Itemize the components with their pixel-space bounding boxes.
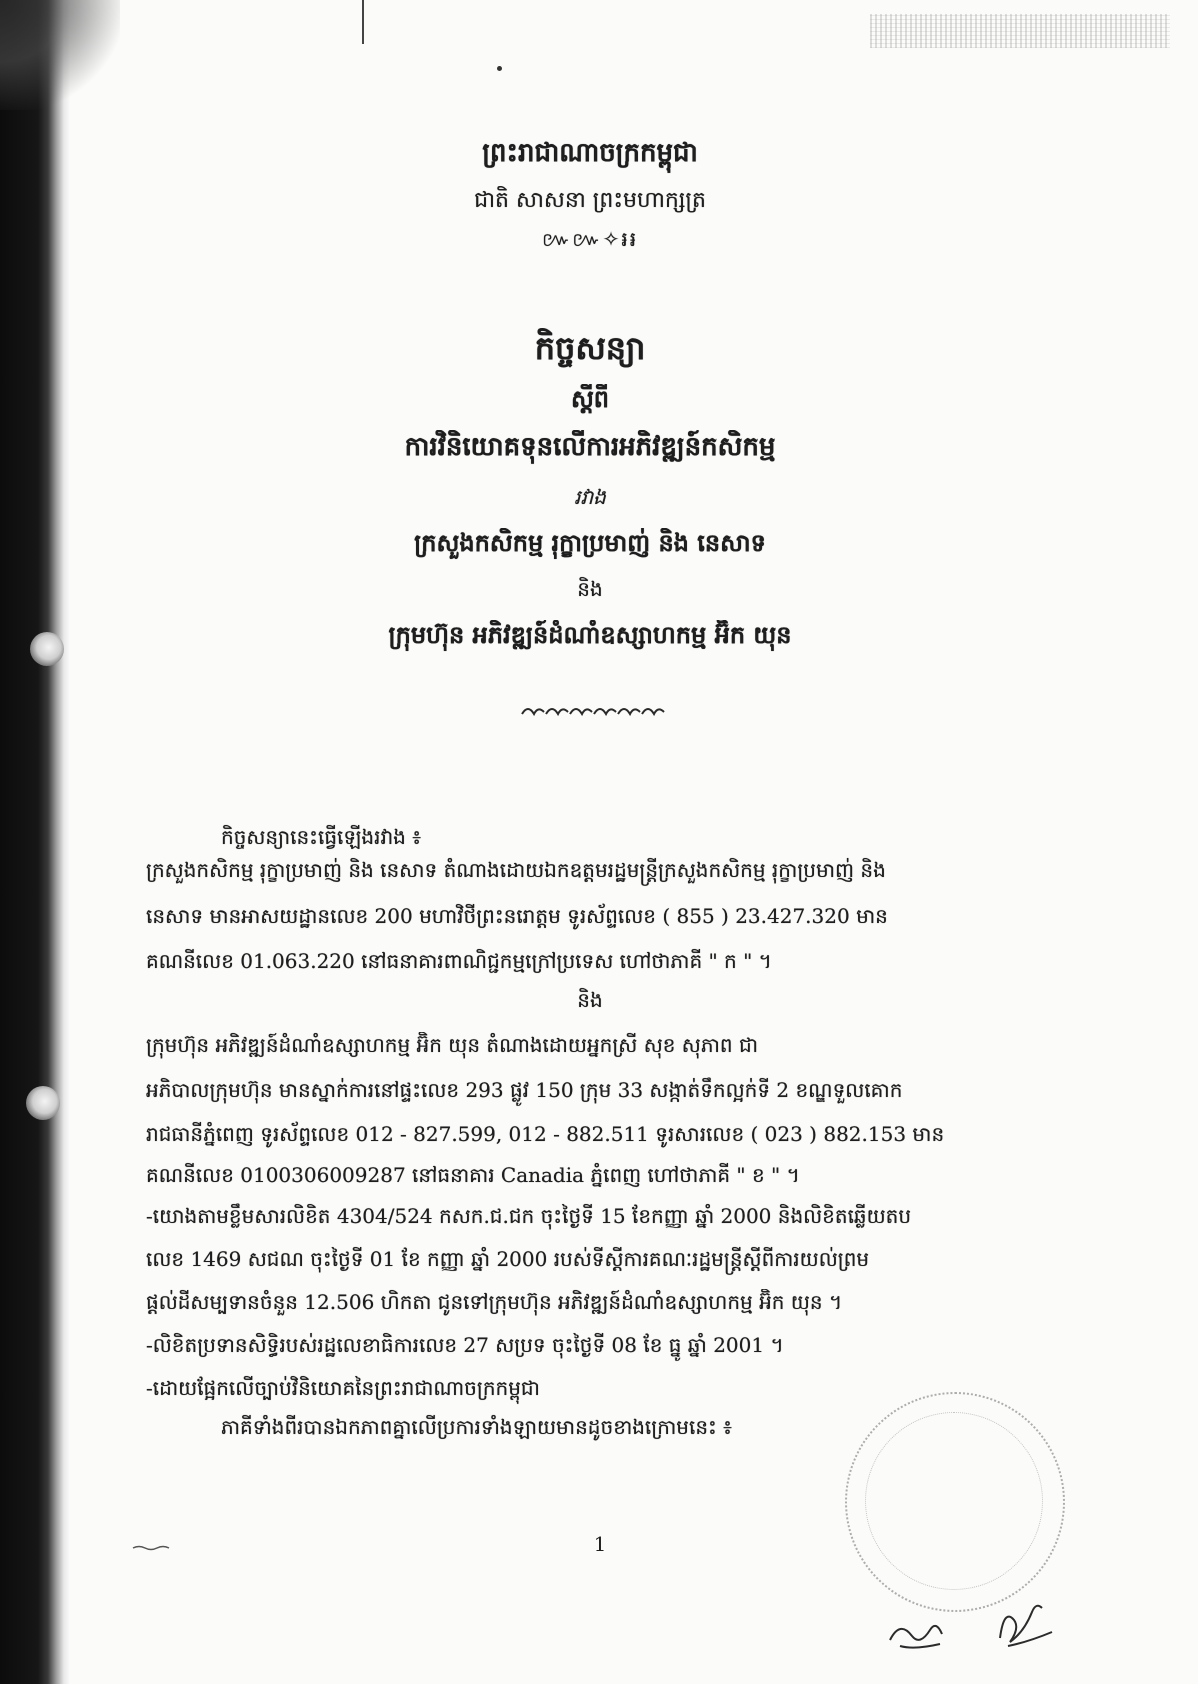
intro-line: កិច្ចសន្យានេះធ្វើឡើងរវាង ៖ bbox=[221, 825, 422, 849]
reference-line: -យោងតាមខ្លឹមសារលិខិត 4304/524 កសក.ជ.ជក ចុះថ្ងៃទី 15 ខែកញ្ញា ឆ្នាំ 2000 និងលិខិតឆ្លើយតប bbox=[146, 1204, 912, 1228]
contract-subject: ការវិនិយោគទុនលើការអភិវឌ្ឍន៍កសិកម្ម bbox=[404, 432, 776, 462]
scan-speck bbox=[497, 66, 502, 71]
scan-mark bbox=[132, 1542, 172, 1552]
kingdom-heading: ព្រះរាជាណាចក្រកម្ពុជា bbox=[482, 138, 698, 168]
signature-initials-icon bbox=[880, 1580, 1080, 1660]
reference-line: -ដោយផ្អែកលើច្បាប់វិនិយោគនៃព្រះរាជាណាចក្រកម្ពុជា bbox=[146, 1376, 540, 1400]
and-separator: និង bbox=[577, 988, 603, 1012]
party-b-line: គណនីលេខ 0100306009287 នៅធនាគារ Canadia ភ្នំពេញ ហៅថាភាគី " ខ " ។ bbox=[146, 1163, 800, 1187]
party-b-name: ក្រុមហ៊ុន អភិវឌ្ឍន៍ដំណាំឧស្សាហកម្ម អ៊ិក យុន bbox=[388, 620, 792, 649]
title-on: ស្តីពី bbox=[570, 384, 610, 413]
party-a-name: ក្រសួងកសិកម្ម រុក្ខាប្រមាញ់ និង នេសាទ bbox=[414, 528, 766, 557]
party-a-line: នេសាទ មានអាសយដ្ឋានលេខ 200 មហាវិថីព្រះនរោត្តម ទូរស័ព្ទលេខ ( 855 ) 23.427.320 មាន bbox=[146, 904, 888, 928]
stamp-inner-ring bbox=[865, 1412, 1043, 1590]
punch-hole-icon bbox=[26, 1086, 60, 1120]
scan-noise bbox=[870, 14, 1170, 48]
party-b-line: ក្រុមហ៊ុន អភិវឌ្ឍន៍ដំណាំឧស្សាហកម្ម អ៊ិក យុន តំណាងដោយអ្នកស្រី សុខ សុភាព ជា bbox=[146, 1033, 758, 1057]
official-stamp-icon bbox=[845, 1392, 1065, 1612]
party-a-line: គណនីលេខ 01.063.220 នៅធនាគារពាណិជ្ជកម្មក្រៅប្រទេស ហៅថាភាគី " ក " ។ bbox=[146, 949, 772, 973]
document-type-title: កិច្ចសន្យា bbox=[534, 329, 646, 367]
title-between: រវាង bbox=[574, 485, 606, 509]
header-ornament: ៚៚✧៛៛ bbox=[541, 227, 639, 251]
party-b-line: អភិបាលក្រុមហ៊ុន មានស្នាក់ការនៅផ្ទះលេខ 293 ផ្លូវ 150 ក្រុម 33 សង្កាត់ទឹកល្អក់ទី 2 ខណ្ឌទួលគោក bbox=[146, 1078, 903, 1102]
corner-shadow bbox=[0, 0, 120, 110]
divider-ornament-icon bbox=[520, 702, 670, 720]
reference-line: -លិខិតប្រទានសិទ្ធិរបស់រដ្ឋលេខាធិការលេខ 27 សប្រទ ចុះថ្ងៃទី 08 ខែ ធ្នូ ឆ្នាំ 2001 ។ bbox=[146, 1333, 784, 1357]
reference-line: លេខ 1469 សជណ ចុះថ្ងៃទី 01 ខែ កញ្ញា ឆ្នាំ 2000 របស់ទីស្តីការគណៈរដ្ឋមន្ត្រីស្តីពីការយល់ព្រម bbox=[146, 1247, 870, 1271]
scan-scratch bbox=[362, 0, 364, 44]
national-motto: ជាតិ សាសនា ព្រះមហាក្សត្រ bbox=[474, 188, 706, 213]
reference-line: ផ្តល់ដីសម្បទានចំនួន 12.506 ហិកតា ជូនទៅក្រុមហ៊ុន អភិវឌ្ឍន៍ដំណាំឧស្សាហកម្ម អ៊ិក យុន ។ bbox=[146, 1290, 843, 1314]
party-b-line: រាជធានីភ្នំពេញ ទូរស័ព្ទលេខ 012 - 827.599, 012 - 882.511 ទូរសារលេខ ( 023 ) 882.153 មាន bbox=[146, 1122, 945, 1146]
page-number: 1 bbox=[593, 1532, 607, 1556]
party-a-line: ក្រសួងកសិកម្ម រុក្ខាប្រមាញ់ និង នេសាទ តំណាងដោយឯកឧត្តមរដ្ឋមន្ត្រីក្រសួងកសិកម្ម រុក្ខាប្រមាញ់ និង bbox=[146, 858, 886, 882]
agreement-line: ភាគីទាំងពីរបានឯកភាពគ្នាលើប្រការទាំងឡាយមានដូចខាងក្រោមនេះ ៖ bbox=[221, 1415, 732, 1439]
punch-hole-icon bbox=[30, 632, 64, 666]
title-and: និង bbox=[577, 577, 603, 601]
